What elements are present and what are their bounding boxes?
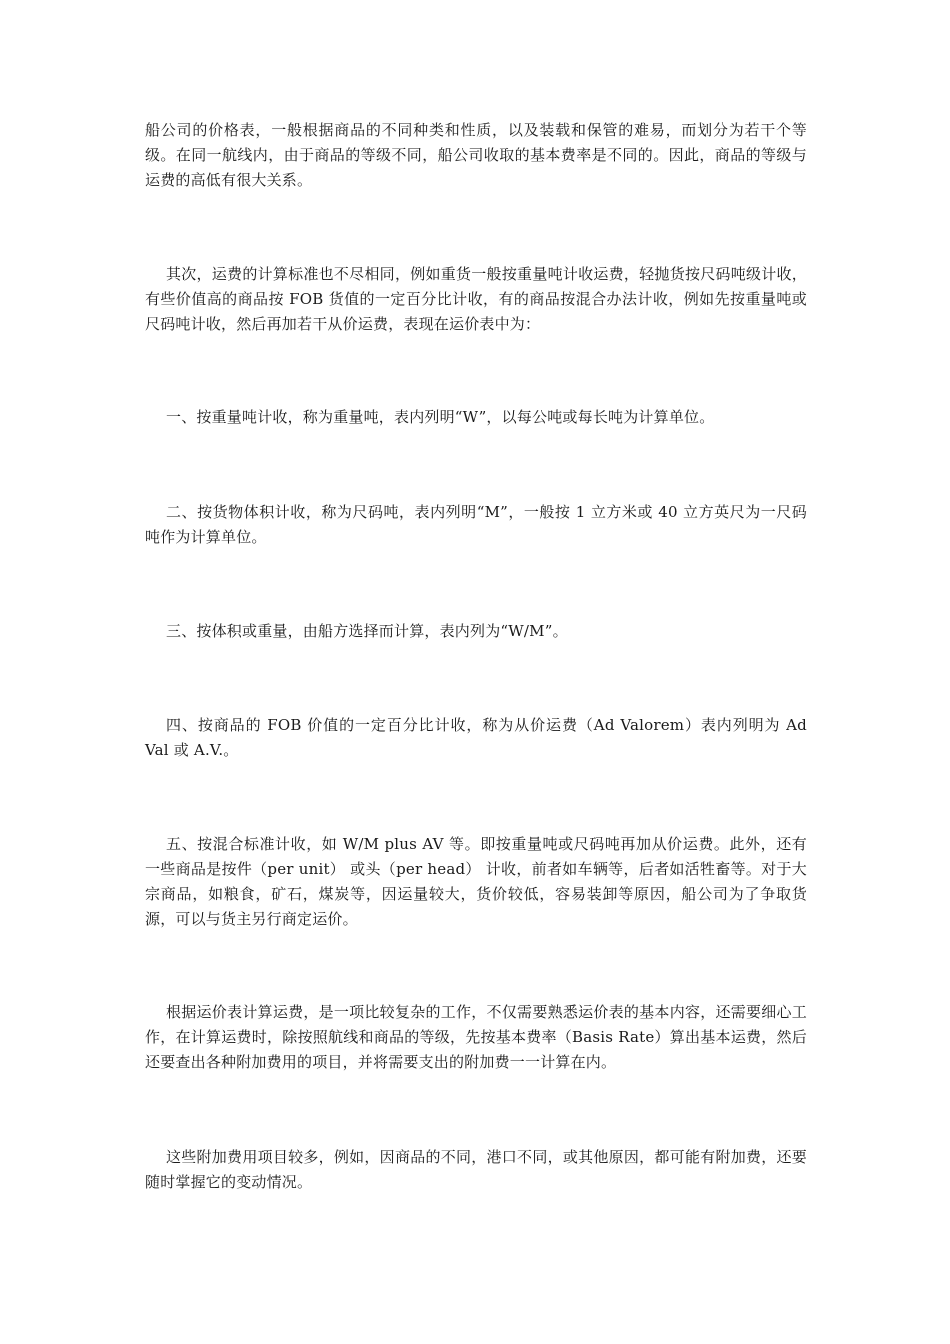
paragraph-freight-calculation: 根据运价表计算运费，是一项比较复杂的工作，不仅需要熟悉运价表的基本内容，还需要细心工作，在计算运费时，除按照航线和商品的等级，先按基本费率（Basis Rate）算出基本运费，然后还要查出各种附加费用的项目，并将需要支出的附加费一一计算在内。 [145, 1003, 807, 1071]
paragraph-surcharges: 这些附加费用项目较多，例如，因商品的不同，港口不同，或其他原因，都可能有附加费，还要随时掌握它的变动情况。 [145, 1148, 807, 1191]
paragraph-measurement-ton: 二、按货物体积计收，称为尺码吨，表内列明“M”，一般按 1 立方米或 40 立方英尺为一尺码吨作为计算单位。 [145, 503, 807, 546]
paragraph-commodity-grades: 船公司的价格表，一般根据商品的不同种类和性质，以及装载和保管的难易，而划分为若干个等级。在同一航线内，由于商品的等级不同，船公司收取的基本费率是不同的。因此，商品的等级与运费的高低有很大关系。 [145, 121, 807, 189]
paragraph-weight-or-measurement: 三、按体积或重量，由船方选择而计算，表内列为“W/M”。 [166, 622, 568, 640]
paragraph-calculation-standards: 其次，运费的计算标准也不尽相同，例如重货一般按重量吨计收运费，轻抛货按尺码吨级计收，有些价值高的商品按 FOB 货值的一定百分比计收，有的商品按混合办法计收，例如先按重量吨或尺码吨计收，然后再加若干从价运费，表现在运价表中为： [145, 265, 807, 333]
paragraph-mixed-standard: 五、按混合标准计收，如 W/M plus AV 等。即按重量吨或尺码吨再加从价运费。此外，还有一些商品是按件（per unit） 或头（per head） 计收，前者如车辆等，后者如活牲畜等。对于大宗商品，如粮食，矿石，煤炭等，因运量较大，货价较低，容易装卸等原因，船公司为了争取货源，可以与货主另行商定运价。 [145, 835, 807, 928]
paragraph-weight-ton: 一、按重量吨计收，称为重量吨，表内列明“W”，以每公吨或每长吨为计算单位。 [166, 408, 715, 426]
paragraph-ad-valorem: 四、按商品的 FOB 价值的一定百分比计收，称为从价运费（Ad Valorem）表内列明为 Ad Val 或 A.V.。 [145, 716, 807, 759]
